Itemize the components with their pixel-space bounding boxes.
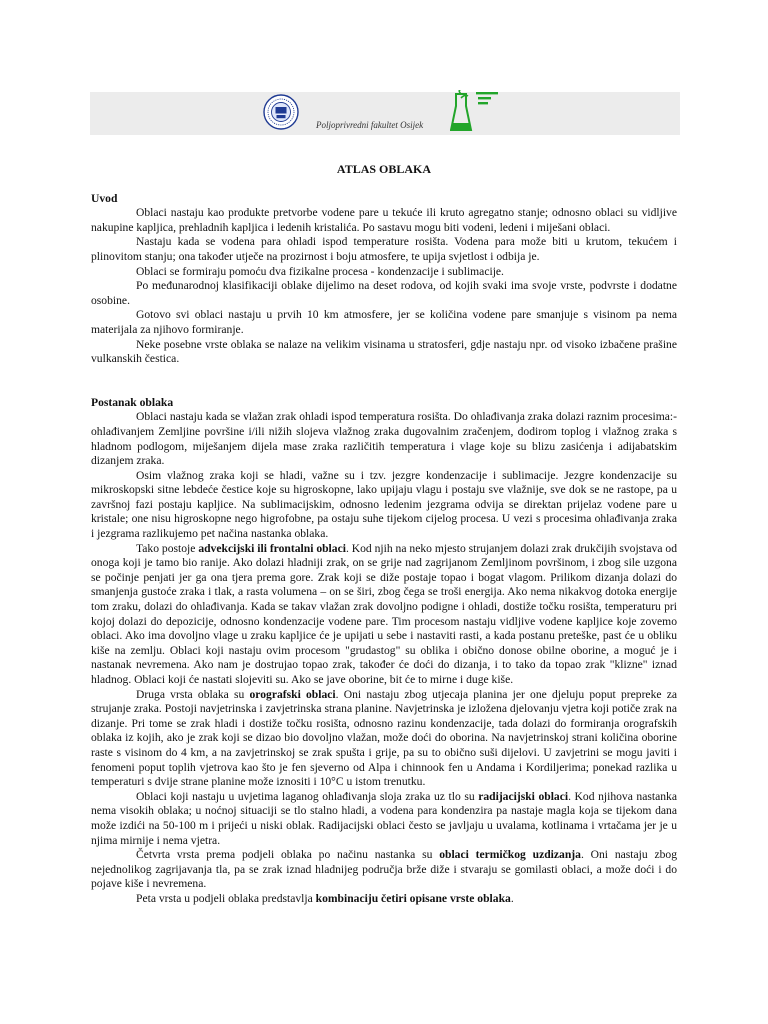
paragraph-advective	[91, 542, 677, 688]
text: .	[510, 891, 514, 905]
bold-term: oblaci termičkog uzdizanja	[439, 848, 581, 862]
text: . Oni nastaju zbog utjecaja planina jer one djeluju poput prepreke za strujanje zraka. Postoji navjetrinska i zavjetrinska strana planine. Navjetrinska je izložena djelovanju vjetra koji potiče zrak na dizanje. Pri tome se zrak hladi i dostiže točku rosišta, odnosno razinu kondenzacije, tada dolazi do formiranja orografskih oblaka iz kojih, ako je zrak koji se dizao bio dovoljno vlažan, može doći do oborina. Na navjetrinskoj strani količina oborine raste s visinom do 4 km, a na zavjetrinskoj se zrak spušta i grije, pa su to obično suši dijelovi. U zavjetrini se mogu javiti i fenomeni poput toplih vjetrova kao što je fen sjeverno od Alpa i chinnook fen u Andama i Kordiljerima; ponekad razlika u temperaturi s dvije strane planine može iznositi i 10°C u istom trenutku.	[91, 687, 677, 789]
text: Peta vrsta u podjeli oblaka predstavlja	[136, 891, 316, 905]
text: Druga vrsta oblaka su	[136, 687, 250, 701]
paragraph: Oblaci nastaju kao produkte pretvorbe vodene pare u tekuće ili kruto agregatno stanje; odnosno oblaci su vidljive nakupine kapljica, prehladnih kapljica i ledenih kristalića. Po sastavu mogu biti vodeni, ledeni i miješani oblaci.	[91, 206, 677, 234]
paragraph-orographic	[91, 688, 677, 790]
text: . Oni nastaju zbog nejednolikog zagrijavanja tla, pa se zrak iznad hladnijeg područja brže diže i stvaraju se gomilasti oblaci, a može doći i do pojave kiše i nevremena.	[91, 848, 677, 891]
paragraph: Po međunarodnoj klasifikaciji oblake dijelimo na deset rodova, od kojih svaki ima svoje vrste, podvrste i dodatne osobine.	[91, 279, 677, 307]
paragraph: Gotovo svi oblaci nastaju u prvih 10 km atmosfere, jer se količina vodene pare smanjuje s visinom pa nema materijala za njihovo formiranje.	[91, 308, 677, 336]
document-title: ATLAS OBLAKA	[336, 162, 432, 176]
paragraph: Oblaci nastaju kada se vlažan zrak ohladi ispod temperatura rosišta. Do ohlađivanja zraka dolazi raznim procesima:- ohlađivanjem Zemljine površine i/ili nižih slojeva vlažnog zraka dugovalnim zračenjem, dodirom toplog i vlažnog zraka s hladnom podlogom, miješanjem dijela mase zraka različitih temperatura i vlage koje su blizu zasićenja i adijabatskim dizanjem zraka.	[91, 410, 677, 468]
university-seal-logo	[263, 94, 299, 130]
bold-term: radijacijski oblaci	[478, 789, 569, 803]
text: . Kod njih na neko mjesto strujanjem dolazi zrak drukčijih svojstava od onoga koji je tamo bio ranije. Ako dolazi hladniji zrak, on se grije nad zagrijanom Zemljinom površinom, i zbog sile uzgona se počinje penjati jer ga ona tjera prema gore. Zrak koji se diže postaje topao i bogat vlagom. Prilikom dizanja dolazi do smanjenja gustoće zraka i tlak, a rasta volumena – on se širi, zbog čega se troši energija. Ako nema nikakvog dotoka energije tom zraku, dolazi do ohlađivanja. Kada se takav vlažan zrak dovoljno podigne i ohladi, dostiže točku rosišta, temperaturu pri kojoj dolazi do depozicije, odnosno kondenzacije vodene pare. Tim procesom nastaju vidljive vodene kapljice koje zovemo oblaci. Ako ima dovoljno vlage u zraku kapljice će je upijati u sebe i nastaviti rasti, a kada postanu preteške, past će u obliku kiše na zemlju. Oblaci koji nastaju ovim procesom "grudastog" su oblika i obično donose obilne oborine, a moguć je i nastanak nevremena. Ako nam je dostrujao topao zrak, također će doći do dizanja, i to tako da topao zrak "klizne" iznad hladnog. Oblaci koji će nastati slojeviti su. Ako se jave oborine, bit će to mirne i duge kiše.	[91, 541, 677, 686]
paragraph: Neke posebne vrste oblaka se nalaze na velikim visinama u stratosferi, gdje nastaju npr. od visoko izbačene prašine vulkanskih čestica.	[91, 337, 677, 366]
paragraph: Nastaju kada se vodena para ohladi ispod temperature rosišta. Vodena para može biti u krutom, tekućem i plinovitom stanju; ona također utječe na prozirnost i boju atmosfere, te upija svjetlost i odbija je.	[91, 235, 677, 263]
document-body	[91, 162, 677, 907]
paragraph: Oblaci se formiraju pomoću dva fizikalne procesa - kondenzacije i sublimacije.	[136, 264, 504, 278]
paragraph-combination	[91, 892, 677, 907]
text: Oblaci koji nastaju u uvjetima laganog ohlađivanja sloja zraka uz tlo su	[136, 789, 479, 803]
bold-term: kombinaciju četiri opisane vrste oblaka	[315, 891, 511, 905]
text: . Kod njihova nastanka nema visokih oblaka; u noćnoj situaciji se tlo stalno hladi, a vodena para kondenzira pa nastaje magla koja se tijekom dana može izdići na 50-100 m i prijeći u niski oblak. Radijacijski oblaci često se javljaju u uvalama, kotlinama i vrtačama jer je u njima mirnije i nema vjetra.	[91, 789, 677, 847]
section-heading-postanak: Postanak oblaka	[91, 395, 174, 409]
section-spacer	[91, 367, 677, 396]
bold-term: advekcijski ili frontalni oblaci	[198, 541, 346, 555]
paragraph: Osim vlažnog zraka koji se hladi, važne su i tzv. jezgre kondenzacije i sublimacije. Jezgre kondenzacije su mikroskopski sitne lebdeće čestice koje su higroskopne, lako upijaju vlagu i postaju sve vlažnije, sve dok se ne rastope, pa u završnoj fazi postaju kapljice. Na sublimacijskim, odnosno ledenim jezgrama odvija se direktan prijelaz vodene pare u kristale; one nisu higroskopne nego higrofobne, pa ostaju suhe tijekom cijelog procesa. U vezi s procesima ohlađivanja zraka i jezgrama razlikujemo pet načina nastanka oblaka.	[91, 468, 677, 541]
flask-logo	[450, 90, 504, 132]
text: Četvrta vrsta prema podjeli oblaka po načinu nastanka su	[136, 848, 440, 862]
faculty-name: Poljoprivredni fakultet Osijek	[316, 120, 424, 130]
paragraph-thermal	[91, 848, 677, 892]
bold-term: orografski oblaci	[249, 687, 336, 701]
section-heading-uvod: Uvod	[91, 191, 118, 205]
text: Tako postoje	[136, 541, 199, 555]
paragraph-radiation	[91, 790, 677, 848]
